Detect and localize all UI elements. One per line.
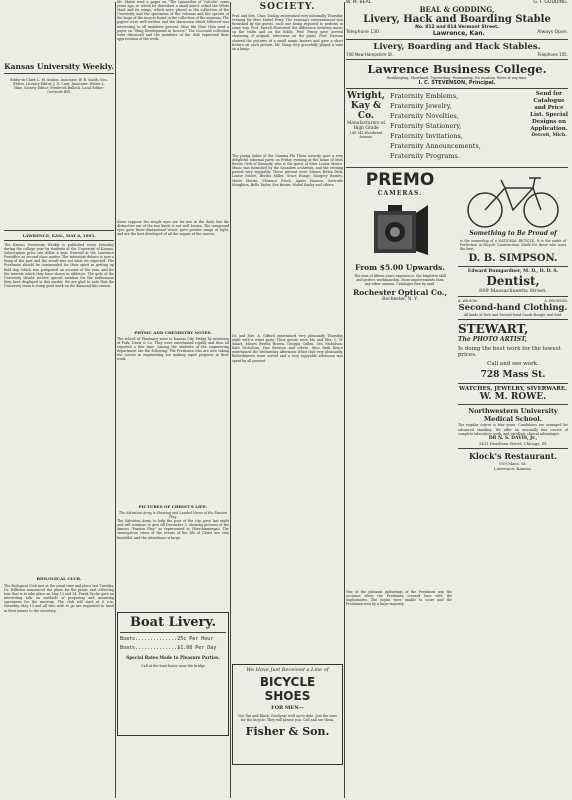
livery-phone: Telephone 130. [346, 30, 381, 35]
society-text-3: Dr. and Mrs. A. Gifford entertained very pleasantly Thursday night with a whist party. Their guests were Mr. and Mrs. C. W. Smart, Misses Bertha Brown, Georgia Cullen, Ora Nicholson, Kate Nicholson, Dan Broxson and others. Miss Ruth Bruce entertained the Wednesday Afternoon Whist club very pleasantly. Refreshments were served and a very enjoyable afternoon was spent by all present. [232, 334, 343, 363]
column-4 [346, 0, 568, 800]
frat-item: Fraternity Stationery, [390, 122, 462, 131]
bicycle-ad-headline: Something to Be Proud of [469, 230, 557, 238]
medical-school-text: The regular course is four years. Candidates are arranged for advanced standing. We offer an unusually fine course of complete laboratory work, and excellent clinical advantages. [458, 423, 568, 436]
stewart-text-2: Call and see work. [487, 361, 539, 368]
medical-school-title: Northwestern University Medical School. [468, 407, 558, 424]
article-text: Mr. Maize read a paper on "The Iguanodon of Vulcolia" some years ago, in which he described a small insect called the White Maid and its wings, which were placed in the collection of the University, and the specimens of the vulcania and the species of the large of the insects found in the collection of the museum. The papers were well written and the discussion which followed was interesting to all members present. Miss Ida Cline then read a paper on "Wing Development in Insects." The Cocoonid collection were discussed and the members of the club expressed their appreciation of the work. [117, 0, 229, 41]
masthead: Kansas University Weekly. [4, 62, 114, 71]
premo-subtitle: CAMERAS. [377, 190, 423, 198]
staff-list: Editor-in-Chief: L. M. Seaton, Associate: W. R. Smith, Geo. Elders. Literary Editor: J. N. Case, Associate: Walter L. Hine. Society Editor: Frederick Bullock. Local Editor: Gertrude Hill. [10, 78, 108, 95]
stewart-text: Is doing the best work for the lowest prices. [458, 346, 561, 359]
furniture-owner: A. WILSON. [458, 299, 478, 304]
medical-school-dean: DR N. S. DAVIS, Jr., [488, 435, 538, 441]
premo-firm: Rochester Optical Co., [352, 288, 448, 298]
proprietor-name: W. M. BEAL. [346, 0, 373, 5]
hack-address: 740 New Hampshire St. [346, 52, 394, 57]
stewart-address: 728 Mass St. [480, 370, 546, 381]
dentist-name: Edward Bumgardner, M. D., D. D. S. [467, 269, 559, 275]
frat-items-list [386, 91, 530, 165]
furniture-title: Second-hand Clothing. [458, 303, 568, 314]
society-title: SOCIETY. [259, 2, 316, 12]
ad-line: Boats..............$1.00 Per Day [120, 645, 217, 652]
furniture-owner: A. ERICKSON. [544, 299, 568, 304]
freshman-letter-text: One of the pleasant gatherings of the Freshmen was the occasion when the Freshmen crossed bats with the Sophomores. The Sophs were unable to score and the Freshmen won by a large majority. [346, 590, 452, 607]
watch-name: W. M. ROWE. [479, 392, 547, 403]
premo-city: Rochester, N. Y. [382, 297, 418, 303]
premo-title: PREMO [365, 170, 435, 191]
stewart-subtitle: The PHOTO ARTIST, [458, 336, 527, 344]
frat-item: Fraternity Invitations, [390, 132, 463, 141]
ad-line: Special Rates Made to Pleasure Parties. [126, 655, 220, 661]
section-title: PHYSIC AND CHEMISTRY NOTES. [134, 330, 212, 335]
premo-price: From $5.00 Upwards. [355, 263, 445, 273]
klock-address: 919 Mass. St. [499, 460, 527, 466]
hack-phone: Telephone 105. [537, 52, 568, 57]
column-rule [115, 2, 116, 798]
simpson-name: D. B. SIMPSON. [468, 253, 558, 265]
dentist-title: Dentist, [486, 274, 540, 289]
ad-firm: Fisher & Son. [245, 725, 330, 739]
ad-title: Boat Livery. [130, 615, 216, 631]
column-rule [230, 2, 231, 798]
frat-item: Fraternity Emblems, [390, 92, 459, 101]
proprietor-name: G. F. GODDING. [533, 0, 568, 5]
article-text-2: Some suppose the simple eyes are for use in the dark; but the distinctive use of the two kinds is not well known. The compound eyes gave three-dimensional vision, gave greater range of sight, and are the best developed of all the organs of the insects. [117, 220, 229, 237]
livery-firm: BEAL & GODDING, [419, 5, 495, 14]
biological-club-text: The Biological Club met at the usual time and place last Tuesday. Dr. Williston announced the plans for the picnic and collecting tour that is to take place on May 13 and 14. Frank Dyche gave an interesting talk on methods of preparing and mounting specimens for the museum. The club will start at 8 a.m. Saturday. May 13 and all who wish to go are requested to hand in their names to the secretary. [4, 584, 114, 613]
frat-city: Detroit, Mich. [531, 133, 567, 139]
frat-item: Fraternity Novelties, [390, 112, 459, 121]
bicycle-illustration [463, 170, 563, 230]
livery-city: Lawrence, Kan. [432, 30, 485, 37]
bicycle-shoes-ad [232, 664, 343, 765]
section-title: BIOLOGICAL CLUB. [36, 576, 82, 581]
klock-city: Lawrence, Kansas. [493, 465, 533, 471]
college-subtitle: Bookkeeping, Shorthand, Typewriting, Penmanship. No vacation. Enter at any time. [386, 76, 528, 80]
bicycle-ad-text: is the ownership of a NATIONAL BICYCLE. It is the name of Perfection in Bicycle Construction. Made for those who want the best. [460, 239, 566, 252]
boat-livery-ad [117, 612, 229, 736]
section-title: PICTURES OF CHRIST'S LIFE. [138, 504, 208, 509]
watch-title: WATCHES, JEWELRY, SIVERWARE. [459, 386, 567, 393]
editorial-text: The Kansas University Weekly is published every Saturday during the college year by students of the University of Kansas. Subscription price one dollar a year. Entered at the Lawrence Postoffice as second-class matter. The interstate debate is now a thing of the past and the result was not what we expected. The Freshmen should be commended for their spirit in getting up field day, which was postponed on account of the rain, and for the interest which they have shown in athletics. The girls of the University should receive special mention for the enthusiasm they have displayed in this matter. We are glad to note that the University team is doing good work on the diamond this season. [4, 243, 114, 288]
ad-note: We Have Just Received a Line of [246, 667, 329, 673]
premo-description: The sum of fifteen years experience, the brightest skill and perfect workmanship. More improvements than any other camera. Catalogue free by mail. [354, 274, 446, 287]
college-title: Lawrence Business College. [367, 62, 547, 76]
bicycle-ad [454, 170, 568, 471]
hack-stable-title: Livery, Boarding and Hack Stables. [373, 42, 541, 52]
column-rule [344, 2, 345, 798]
ad-line: Call at the boat house near the bridge [141, 664, 205, 669]
frat-item: Fraternity Announcements, [390, 142, 481, 151]
ad-description: Vici Tan and Black. Goodyear welt up-to-date. Just the ones for the bicycle. They will please you. Call and see them. [237, 714, 338, 723]
medical-school-address: 2431 Dearborn Street, Chicago, Ill. [478, 440, 548, 446]
society-text: Prof. and Mrs. Chas. Dunlap entertained very informally Thursday evening for Miss Mabel Perry. The evening's entertainment was furnished by the guests, each one being required to perform in some way. Prof. Farrell illustrated the difference between music on the violin and on the fiddle. Prof. Penny gave several charming, if original, selections on the piano. Prof. Dawson showed the pictures of a small magic lantern and gave a short lecture on each picture. Mr. Hoag very gracefully played a tune on a banjo. [232, 14, 343, 51]
ad-subtitle: FOR MEN— [271, 705, 304, 711]
stewart-title: STEWART, [458, 322, 529, 337]
frat-item: Fraternity Jewelry, [390, 102, 452, 111]
frat-item: Fraternity Programs. [390, 152, 460, 161]
livery-address: No. 812 and 814 Vermont Street, [415, 25, 499, 30]
physics-text: The school of Pharmacy went to Kansas City Friday by invitation of Park, Davis & Co. They were entertained royally and then all reported a fine time. Among the students of the engineering department are the following: The Freshmen who are now taking the course in engineering are making rapid progress in their work. [117, 337, 229, 362]
fraternity-ad [346, 91, 568, 165]
ad-title: BICYCLE SHOES [259, 675, 316, 703]
frat-right-text: Send for Catalogue and Price List. Special Designs on Application. [530, 91, 568, 133]
frat-firm-subtitle: Manufacturers of High Grade [347, 121, 385, 132]
column-3 [232, 0, 343, 800]
livery-title: Livery, Hack and Boarding Stable [363, 14, 551, 25]
column-1 [4, 0, 114, 800]
society-text-2: The young ladies of the Gamma Phi Theta sorority gave a very delightful informal party on Friday evening at the home of Miss Bessie Orth of Kennedy, who is the guest of Miss Louise Moore. Music was furnished by the Saunders orchestra, and the evening passed very enjoyably. Those present were Misses Helen Dick, Louise Moore, Bertha Miller, Grace Runge, Margery Burnes, Marie Martin, Florence Finch, Agnes Hanson, Gertrude Houghton, Belle Taylor, Eva Brown, Mabel Bailey and others. [232, 154, 343, 187]
premo-ad [346, 170, 454, 471]
camera-illustration [370, 201, 430, 259]
college-principal: I. C. STEVENSON, Principal. [418, 80, 496, 87]
ad-line: Boats..............25c Per Hour [120, 636, 214, 643]
column-2 [117, 0, 229, 800]
frat-firm-title: Wright, Kay & Co. [347, 91, 385, 122]
dentist-address: 809 Massachusetts Street. [479, 288, 547, 295]
klock-title: Klock's Restaurant. [468, 450, 558, 461]
livery-hours: Always Open. [537, 30, 568, 35]
frat-firm-address: 140-142 Woodward Avenue, [349, 131, 383, 140]
date-line: LAWRENCE, KAN., MAY 6, 1893. [22, 233, 96, 238]
furniture-text: All kinds of New and Second-hand Goods Bought and Sold. [463, 313, 563, 318]
section-subtitle: The Salvation Army is Showing and Lauded Views of the Passion Play. [118, 511, 228, 520]
pictures-text: The Salvation Army, to help the poor of the city, gave last night and will continue to give till December 3, showing pictures of the famous "Passion Play." as represented at Ober-Ammergau. The stereopticon views of the events of the life of Christ are very beautiful, and the attendance is large. [117, 519, 229, 540]
